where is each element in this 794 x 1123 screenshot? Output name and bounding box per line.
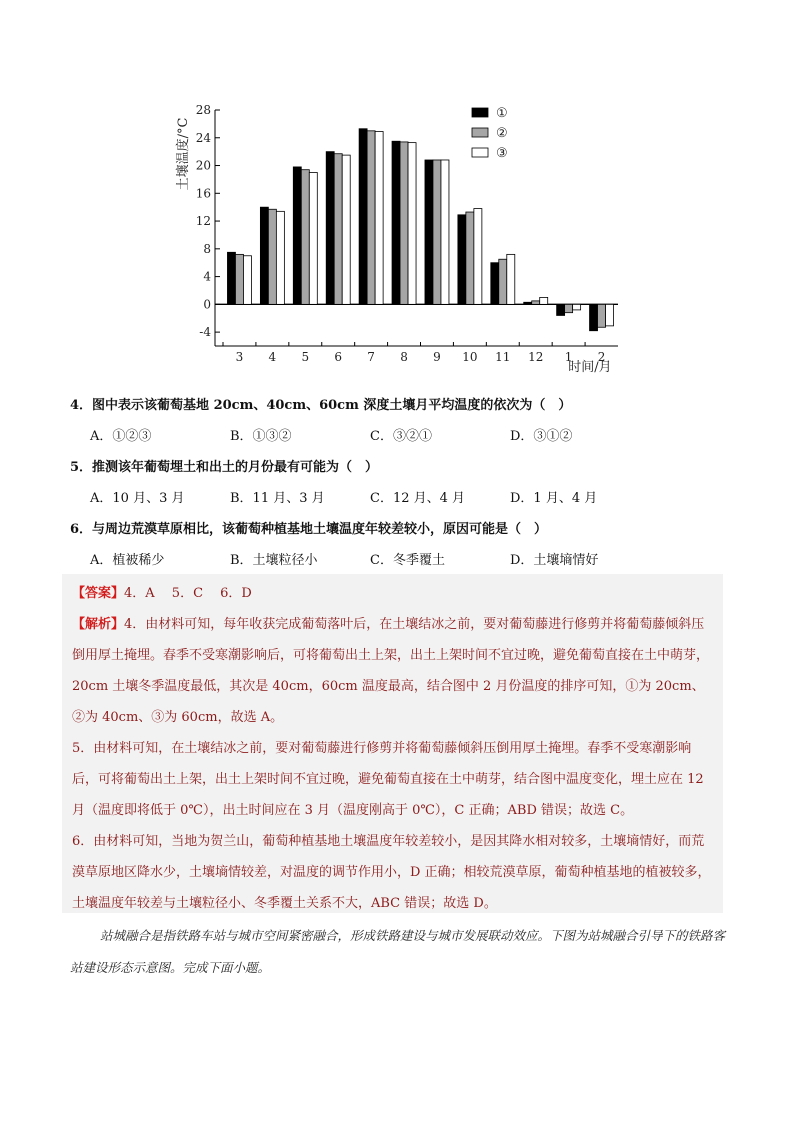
answer-line bbox=[72, 579, 713, 609]
chart-legend bbox=[472, 106, 508, 161]
answer-analysis-box bbox=[62, 574, 723, 913]
bar-4-series-1 bbox=[260, 207, 268, 304]
option-c[interactable]: C．冬季覆土 bbox=[370, 553, 445, 568]
analysis-paragraph-6: 6．由材料可知，当地为贺兰山，葡萄种植基地土壤温度年较差较小，是因其降水相对较多，土壤墒情好，而荒漠草原地区降水少，土壤墒情较差，对温度的调节作用小，D 正确；相较荒漠草原，葡萄种植基地的植被较多，土壤温度年较差与土壤粒径小、冬季覆土关系不大，ABC 错误；故选 D。 bbox=[72, 834, 711, 911]
x-tick-label: 7 bbox=[367, 350, 375, 364]
analysis-paragraph-5: 5．由材料可知，在土壤结冰之前，要对葡萄藤进行修剪并将葡萄藤倾斜压倒用厚土掩埋。春季不受寒潮影响后，可将葡萄出土上架，出土上架时间不宜过晚，避免葡萄直接在土中萌芽，结合图中温度变化，埋土应在 12 月（温度即将低于 0℃），出土时间应在 3 月（温度刚高于 0℃），C 正确；ABD 错误；故选 C。 bbox=[72, 741, 704, 818]
answer-tag: 【答案】 bbox=[72, 586, 125, 601]
bar-1-series-2 bbox=[565, 304, 573, 312]
bar-6-series-1 bbox=[326, 152, 334, 305]
legend-label: ③ bbox=[496, 146, 508, 161]
bar-12-series-2 bbox=[532, 301, 540, 304]
legend-label: ② bbox=[496, 126, 508, 141]
bar-4-series-3 bbox=[276, 211, 284, 304]
question-5: 5．推测该年葡萄埋土和出土的月份最有可能为（ ） bbox=[70, 460, 379, 475]
bar-1-series-3 bbox=[573, 304, 581, 310]
bar-12-series-1 bbox=[524, 302, 532, 304]
x-tick-label: 1 bbox=[564, 350, 573, 364]
bar-5-series-3 bbox=[309, 172, 317, 304]
bar-5-series-1 bbox=[293, 167, 301, 304]
bar-7-series-3 bbox=[375, 132, 383, 305]
option-c[interactable]: C．12 月、4 月 bbox=[370, 491, 466, 506]
analysis-tag: 【解析】 bbox=[72, 617, 125, 632]
bar-9-series-2 bbox=[433, 160, 441, 304]
bar-1-series-1 bbox=[557, 304, 565, 315]
bar-4-series-2 bbox=[268, 209, 276, 304]
x-axis-label: 时间/月 bbox=[568, 360, 612, 375]
option-b[interactable]: B．土壤粒径小 bbox=[230, 553, 318, 568]
question-4-options bbox=[90, 425, 650, 444]
bar-7-series-2 bbox=[367, 131, 375, 305]
answer-text: 4．A 5．C 6．D bbox=[124, 586, 252, 601]
next-section-intro: 站城融合是指铁路车站与城市空间紧密融合，形成铁路建设与城市发展联动效应。下图为站城融合引导下的铁路客站建设形态示意图。完成下面小题。 bbox=[70, 928, 726, 975]
y-tick-label: 4 bbox=[203, 269, 211, 284]
y-tick-label: 20 bbox=[195, 158, 211, 173]
question-5-options bbox=[90, 487, 650, 506]
legend-swatch bbox=[472, 108, 488, 117]
x-tick-label: 2 bbox=[597, 350, 606, 364]
question-4: 4．图中表示该葡萄基地 20cm、40cm、60cm 深度土壤月平均温度的依次为（ ） bbox=[70, 398, 572, 413]
legend-swatch bbox=[472, 148, 488, 157]
y-tick-label: 12 bbox=[195, 214, 211, 229]
option-b[interactable]: B．11 月、3 月 bbox=[230, 491, 325, 506]
y-tick-label: 0 bbox=[203, 297, 211, 312]
option-d[interactable]: D．1 月、4 月 bbox=[510, 491, 598, 506]
x-tick-label: 10 bbox=[462, 350, 478, 364]
bar-5-series-2 bbox=[301, 170, 309, 305]
chart-bars bbox=[227, 129, 613, 331]
option-a[interactable]: A．植被稀少 bbox=[90, 553, 165, 568]
option-c[interactable]: C．③②① bbox=[370, 429, 432, 444]
bar-10-series-2 bbox=[466, 212, 474, 304]
bar-12-series-3 bbox=[540, 297, 548, 304]
option-a[interactable]: A．①②③ bbox=[90, 429, 152, 444]
y-tick-label: 28 bbox=[195, 103, 211, 117]
y-axis-label: 土壤温度/°C bbox=[176, 117, 191, 191]
analysis-paragraph-4 bbox=[72, 609, 713, 733]
x-tick-label: 9 bbox=[433, 350, 441, 364]
bar-8-series-3 bbox=[408, 143, 416, 305]
x-tick-label: 6 bbox=[334, 350, 343, 364]
y-tick-label: 8 bbox=[203, 241, 211, 256]
option-b[interactable]: B．①③② bbox=[230, 429, 292, 444]
x-tick-label: 11 bbox=[495, 350, 511, 364]
bar-9-series-1 bbox=[425, 160, 433, 304]
question-6-options bbox=[90, 549, 650, 568]
x-tick-label: 4 bbox=[268, 350, 277, 364]
analysis-text-4: 4．由材料可知，每年收获完成葡萄落叶后，在土壤结冰之前，要对葡萄藤进行修剪并将葡萄藤倾斜压倒用厚土掩埋。春季不受寒潮影响后，可将葡萄出土上架，出土上架时间不宜过晚，避免葡萄直接在土中萌芽，20cm 土壤冬季温度最低，其次是 40cm，60cm 温度最高，结合图中 2 月份温度的排序可知，①为 20cm、②为 40cm、③为 60cm，故选 A。 bbox=[72, 617, 710, 725]
x-tick-label: 12 bbox=[528, 350, 544, 364]
bar-2-series-2 bbox=[598, 304, 606, 327]
bar-6-series-3 bbox=[342, 155, 350, 304]
bar-3-series-1 bbox=[227, 252, 235, 304]
bar-3-series-3 bbox=[243, 256, 251, 305]
legend-label: ① bbox=[496, 106, 508, 121]
x-tick-label: 3 bbox=[235, 350, 244, 364]
bar-3-series-2 bbox=[235, 254, 243, 304]
option-d[interactable]: D．③①② bbox=[510, 429, 573, 444]
bar-8-series-2 bbox=[400, 142, 408, 304]
question-6: 6．与周边荒漠草原相比，该葡萄种植基地土壤温度年较差较小，原因可能是（ ） bbox=[70, 522, 548, 537]
bar-6-series-2 bbox=[334, 154, 342, 305]
soil-temperature-chart bbox=[160, 96, 630, 386]
bar-2-series-1 bbox=[590, 304, 598, 330]
bar-11-series-2 bbox=[499, 259, 507, 304]
bar-11-series-3 bbox=[507, 254, 515, 304]
y-tick-label: 16 bbox=[195, 186, 211, 201]
y-tick-label: 24 bbox=[195, 130, 211, 145]
x-tick-label: 5 bbox=[301, 350, 310, 364]
bar-10-series-1 bbox=[458, 215, 466, 305]
bar-10-series-3 bbox=[474, 209, 482, 305]
option-a[interactable]: A．10 月、3 月 bbox=[90, 491, 185, 506]
option-d[interactable]: D．土壤墒情好 bbox=[510, 553, 599, 568]
y-tick-label: -4 bbox=[199, 325, 211, 340]
bar-8-series-1 bbox=[392, 141, 400, 304]
legend-swatch bbox=[472, 128, 488, 137]
bar-7-series-1 bbox=[359, 129, 367, 305]
bar-11-series-1 bbox=[491, 263, 499, 305]
bar-9-series-3 bbox=[441, 160, 449, 304]
bar-2-series-3 bbox=[606, 304, 614, 326]
x-tick-label: 8 bbox=[400, 350, 408, 364]
